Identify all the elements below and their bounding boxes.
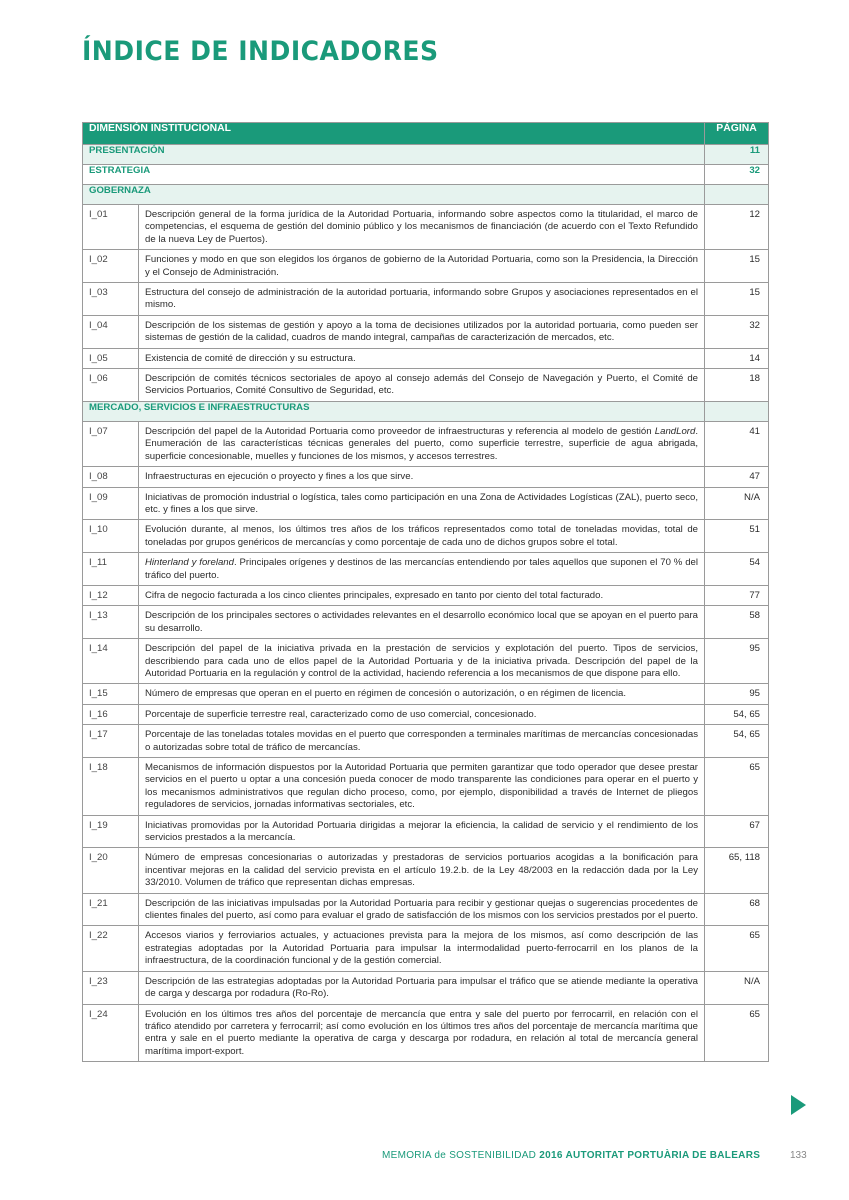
table-row <box>83 926 769 971</box>
table-row <box>83 421 769 466</box>
indicator-page: 77 <box>705 585 769 605</box>
indicator-code: I_02 <box>83 250 139 283</box>
indicator-description <box>139 421 705 466</box>
indicator-page: 95 <box>705 639 769 684</box>
indicator-description: Número de empresas concesionarias o autorizadas y prestadoras de servicios portuarios acogidas a la bonificación para incentivar mejoras en la calidad del servicio prevista en el artículo 19.2.b. de la Ley 48/2003 en la redacción dada por la Ley 33/2010. Volumen de tráfico que representan dichas empresas. <box>139 848 705 893</box>
indicator-code: I_06 <box>83 369 139 402</box>
section-label: ESTRATEGIA <box>83 165 705 185</box>
indicator-description: Número de empresas que operan en el puerto en régimen de concesión o autorización, o en régimen de licencia. <box>139 684 705 704</box>
indicator-page: 15 <box>705 283 769 316</box>
indicator-code: I_13 <box>83 606 139 639</box>
indicator-page: 54 <box>705 553 769 586</box>
section-label: MERCADO, SERVICIOS E INFRAESTRUCTURAS <box>83 401 705 421</box>
section-row <box>83 165 769 185</box>
indicator-page: 18 <box>705 369 769 402</box>
section-row <box>83 145 769 165</box>
footer-organization: 2016 AUTORITAT PORTUÀRIA DE BALEARS <box>539 1150 761 1161</box>
indicator-description: Accesos viarios y ferroviarios actuales, y actuaciones prevista para la mejora de los mismos, así como descripción de las estrategias adoptadas por la Autoridad Portuaria para impulsar la intermodalidad puerto-ferrocarril en los planos de la infraestructura, de la coordinación funcional y de la gestión comercial. <box>139 926 705 971</box>
indicator-code: I_22 <box>83 926 139 971</box>
indicator-page: 32 <box>705 315 769 348</box>
table-row <box>83 893 769 926</box>
indicators-table <box>82 122 769 1062</box>
section-label: PRESENTACIÓN <box>83 145 705 165</box>
indicator-code: I_10 <box>83 520 139 553</box>
indicator-page: 15 <box>705 250 769 283</box>
section-label: GOBERNAZA <box>83 185 705 205</box>
indicator-code: I_12 <box>83 585 139 605</box>
indicator-page: 65 <box>705 926 769 971</box>
table-row <box>83 553 769 586</box>
indicator-code: I_24 <box>83 1004 139 1062</box>
indicator-page: 67 <box>705 815 769 848</box>
page-number: 133 <box>790 1150 807 1161</box>
table-row <box>83 250 769 283</box>
indicator-code: I_05 <box>83 348 139 368</box>
indicator-code: I_09 <box>83 487 139 520</box>
indicator-code: I_20 <box>83 848 139 893</box>
indicator-description: Iniciativas promovidas por la Autoridad Portuaria dirigidas a mejorar la eficiencia, la calidad de servicio y el rendimiento de los servicios prestados a la mercancía. <box>139 815 705 848</box>
indicator-code: I_15 <box>83 684 139 704</box>
indicator-code: I_23 <box>83 971 139 1004</box>
table-row <box>83 315 769 348</box>
section-row <box>83 401 769 421</box>
indicator-description: Cifra de negocio facturada a los cinco clientes principales, expresado en tanto por ciento del total facturado. <box>139 585 705 605</box>
indicator-page: 54, 65 <box>705 725 769 758</box>
indicator-code: I_04 <box>83 315 139 348</box>
indicator-page: 47 <box>705 467 769 487</box>
indicator-page: 54, 65 <box>705 704 769 724</box>
section-row <box>83 185 769 205</box>
table-row <box>83 369 769 402</box>
indicator-page: 12 <box>705 205 769 250</box>
table-row <box>83 520 769 553</box>
indicator-description: Descripción de las estrategias adoptadas por la Autoridad Portuaria para impulsar el tráfico que se atiende mediante la operativa de carga y descarga por rodadura (Ro-Ro). <box>139 971 705 1004</box>
header-page: PÁGINA <box>705 123 769 145</box>
indicator-page: N/A <box>705 971 769 1004</box>
indicator-description: Existencia de comité de dirección y su estructura. <box>139 348 705 368</box>
indicator-code: I_03 <box>83 283 139 316</box>
section-page: 32 <box>705 165 769 185</box>
indicator-page: 68 <box>705 893 769 926</box>
footer-report: MEMORIA de SOSTENIBILIDAD <box>382 1150 540 1161</box>
indicator-page: 95 <box>705 684 769 704</box>
table-row <box>83 758 769 816</box>
table-row <box>83 585 769 605</box>
section-page: 11 <box>705 145 769 165</box>
indicator-description: Infraestructuras en ejecución o proyecto y fines a los que sirve. <box>139 467 705 487</box>
indicator-description: Descripción de las iniciativas impulsadas por la Autoridad Portuaria para recibir y gestionar quejas o sugerencias procedentes de clientes finales del puerto, así como para evaluar el grado de satisfacción de los mismos con los servicios prestados por el puerto. <box>139 893 705 926</box>
table-row <box>83 487 769 520</box>
indicator-code: I_14 <box>83 639 139 684</box>
indicator-description: Mecanismos de información dispuestos por la Autoridad Portuaria que permiten garantizar que todo operador que desee prestar servicios en el puerto u optar a una concesión pueda conocer de modo transparente las condiciones para operar en el puerto y los mecanismos administrativos que regulan dicho proceso, como, por ejemplo, disponibilidad a través de Internet de pliegos reguladores de servicios, jornadas informativas sectoriales, etc. <box>139 758 705 816</box>
indicator-page: 14 <box>705 348 769 368</box>
table-row <box>83 815 769 848</box>
indicator-page: 65 <box>705 758 769 816</box>
indicator-page: N/A <box>705 487 769 520</box>
indicator-code: I_07 <box>83 421 139 466</box>
indicator-page: 51 <box>705 520 769 553</box>
indicator-code: I_16 <box>83 704 139 724</box>
desc-italic: Hinterland y foreland <box>145 557 234 569</box>
indicator-description: Evolución durante, al menos, los últimos tres años de los tráficos representados como total de toneladas movidas, total de toneladas por grupos genéricos de mercancías y como porcentaje de cada uno de dichos grupos sobre el total. <box>139 520 705 553</box>
table-row <box>83 467 769 487</box>
section-page <box>705 185 769 205</box>
table-row <box>83 1004 769 1062</box>
indicator-page: 41 <box>705 421 769 466</box>
indicator-description: Evolución en los últimos tres años del porcentaje de mercancía que entra y sale del puerto por ferrocarril, en relación con el tráfico atendido por carretera y ferrocarril; así como evolución en los últimos tres años del porcentaje de mercancía marítima que entra y sale en el puerto mediante la operativa de carga y descarga por rodadura, en relación al total de mercancía general marítima import-export. <box>139 1004 705 1062</box>
indicator-description: Descripción de los sistemas de gestión y apoyo a la toma de decisiones utilizados por la autoridad portuaria, como pueden ser sistemas de gestión de la calidad, cuadros de mando integral, campañas de caracterización de mercados, etc. <box>139 315 705 348</box>
indicator-description: Porcentaje de las toneladas totales movidas en el puerto que corresponden a terminales marítimas de mercancías concesionadas o autorizadas sobre total de tráfico de mercancías. <box>139 725 705 758</box>
table-row <box>83 348 769 368</box>
next-page-arrow-icon[interactable] <box>791 1095 806 1115</box>
desc-text: . Enumeración de las características técnicas generales del puerto, como superficie terrestre, superficie de agua abrigada, superficie concesionable, muelles y funciones de los mismos, y accesos terrestres. <box>145 425 699 462</box>
indicator-description: Funciones y modo en que son elegidos los órganos de gobierno de la Autoridad Portuaria, como son la Presidencia, la Dirección y el Consejo de Administración. <box>139 250 705 283</box>
indicator-description: Descripción de comités técnicos sectoriales de apoyo al consejo además del Consejo de Navegación y Puerto, el Comité de Servicios Portuarios, Comité Consultivo de Seguridad, etc. <box>139 369 705 402</box>
table-header <box>83 123 769 145</box>
table-row <box>83 684 769 704</box>
indicator-code: I_17 <box>83 725 139 758</box>
indicator-description: Descripción general de la forma jurídica de la Autoridad Portuaria, informando sobre aspectos como la titularidad, el marco de competencias, el esquema de gestión del dominio público y los mecanismos de financiación (de acuerdo con el Texto Refundido de la nueva Ley de Puertos). <box>139 205 705 250</box>
indicator-code: I_18 <box>83 758 139 816</box>
indicator-description: Porcentaje de superficie terrestre real, caracterizado como de uso comercial, concesionado. <box>139 704 705 724</box>
indicator-code: I_08 <box>83 467 139 487</box>
indicator-page: 65, 118 <box>705 848 769 893</box>
table-row <box>83 704 769 724</box>
page-title: ÍNDICE DE INDICADORES <box>82 36 439 67</box>
header-dimension: DIMENSIÓN INSTITUCIONAL <box>83 123 705 145</box>
indicator-description <box>139 553 705 586</box>
desc-italic: LandLord <box>654 425 696 437</box>
desc-text: Descripción del papel de la Autoridad Portuaria como proveedor de infraestructuras y referencia al modelo de gestión <box>145 425 655 437</box>
table-row <box>83 848 769 893</box>
table-row <box>83 971 769 1004</box>
table-row <box>83 283 769 316</box>
indicator-description: Descripción del papel de la iniciativa privada en la prestación de servicios y explotación del puerto. Tipos de servicios, describiendo para cada uno de ellos papel de la Autoridad Portuaria y de la iniciativa privada. Descripción del papel de la Autoridad Portuaria en la regulación y control de la actividad, haciendo referencia a los mecanismos de que dispone para ello. <box>139 639 705 684</box>
indicator-code: I_01 <box>83 205 139 250</box>
desc-text: . Principales orígenes y destinos de las mercancías entendiendo por tales aquellos que suponen el 70 % del tráfico del puerto. <box>145 557 699 581</box>
indicator-code: I_19 <box>83 815 139 848</box>
table-row <box>83 725 769 758</box>
indicator-page: 58 <box>705 606 769 639</box>
table-row <box>83 639 769 684</box>
indicator-description: Estructura del consejo de administración de la autoridad portuaria, informando sobre Grupos y asociaciones representados en el mismo. <box>139 283 705 316</box>
table-row <box>83 205 769 250</box>
indicator-description: Iniciativas de promoción industrial o logística, tales como participación en una Zona de Actividades Logísticas (ZAL), puerto seco, etc. y fines a los que sirve. <box>139 487 705 520</box>
footer <box>382 1150 760 1161</box>
table-row <box>83 606 769 639</box>
indicator-page: 65 <box>705 1004 769 1062</box>
section-page <box>705 401 769 421</box>
indicator-description: Descripción de los principales sectores o actividades relevantes en el desarrollo económico local que se apoyan en el puerto para su desarrollo. <box>139 606 705 639</box>
indicator-code: I_21 <box>83 893 139 926</box>
indicator-code: I_11 <box>83 553 139 586</box>
